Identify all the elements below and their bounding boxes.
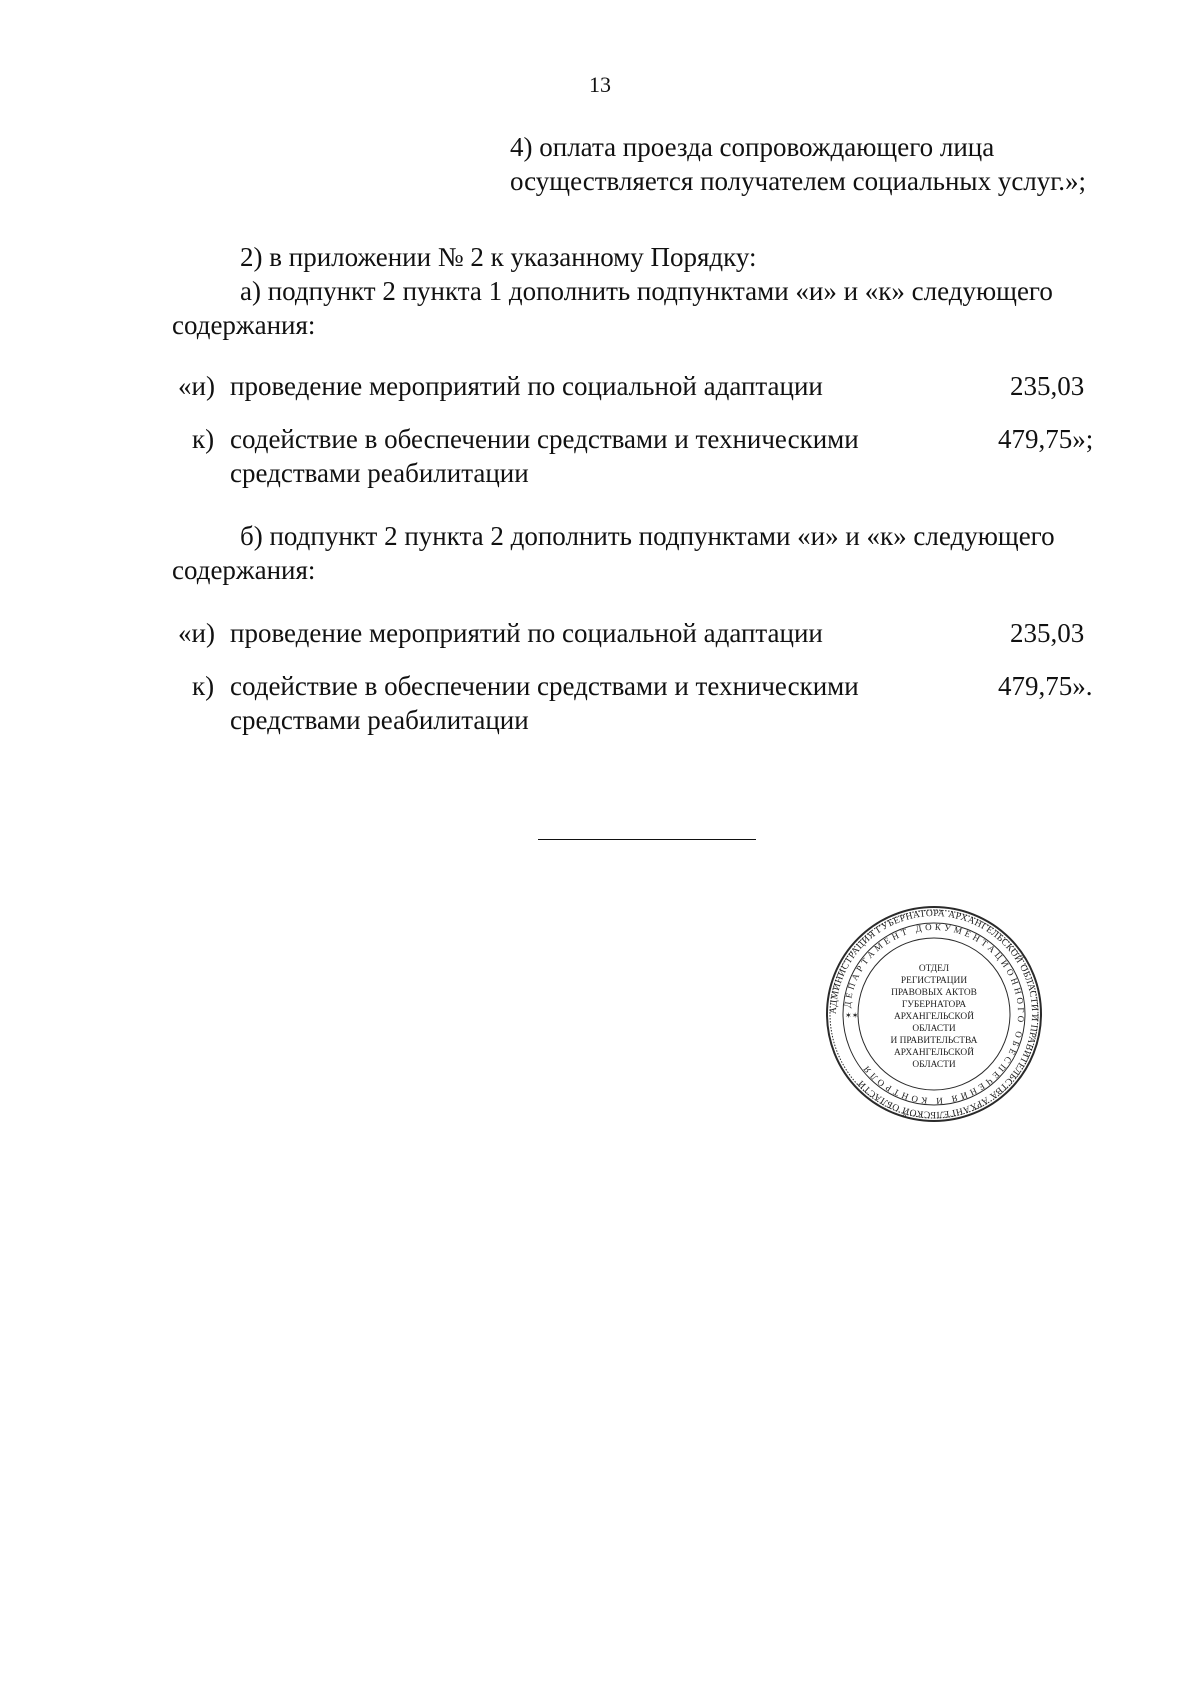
star-icon: ✶✶ [845,1011,859,1020]
stamp-center-line: АРХАНГЕЛЬСКОЙ [894,1048,974,1058]
stamp-center-line: И ПРАВИТЕЛЬСТВА [890,1036,978,1046]
row-text: проведение мероприятий по социальной адаптации [230,618,823,648]
stamp-center-line: ГУБЕРНАТОРА [901,1000,967,1010]
sub-a-intro-line1: а) подпункт 2 пункта 1 дополнить подпунктами «и» и «к» следующего [240,276,1053,306]
row-value: 235,03 [1010,371,1085,401]
row-label: «и) [178,371,215,401]
section-2-heading: 2) в приложении № 2 к указанному Порядку: [240,242,757,272]
stamp-center-text [891,964,978,1070]
row-text: содействие в обеспечении средствами и техническими средствами реабилитации [230,424,859,488]
stamp-center-line: ПРАВОВЫХ АКТОВ [891,988,977,998]
sub-b-intro-line2: содержания: [172,555,316,585]
row-value: 479,75»; [998,424,1094,454]
end-of-document-rule [538,839,756,840]
sub-b-intro-line1: б) подпункт 2 пункта 2 дополнить подпунктами «и» и «к» следующего [240,521,1055,551]
quoted-item-4-line1: 4) оплата проезда сопровождающего лица [510,132,995,162]
stamp-outer-ring-text: АДМИНИСТРАЦИЯ ГУБЕРНАТОРА АРХАНГЕЛЬСКОЙ ОБЛАСТИ И ПРАВИТЕЛЬСТВА АРХАНГЕЛЬСКОЙ ОБЛАСТИ [827,907,1041,1121]
page-number: 13 [589,72,611,97]
stamp-center-line: ОБЛАСТИ [912,1060,956,1070]
row-label: «и) [178,618,215,648]
sub-a-intro-line2: содержания: [172,310,316,340]
stamp-inner-ring-text: ДЕПАРТАМЕНТ ДОКУМЕНТАЦИОННОГО ОБЕСПЕЧЕНИЯ И КОНТРОЛЯ [842,921,1027,1107]
stamp-center-line: РЕГИСТРАЦИИ [900,976,968,986]
row-label: к) [192,424,215,454]
registration-stamp-seal [825,905,1043,1123]
row-value: 235,03 [1010,618,1085,648]
stamp-center-line: АРХАНГЕЛЬСКОЙ [894,1012,974,1022]
row-text: проведение мероприятий по социальной адаптации [230,371,823,401]
quoted-item-4-line2: осуществляется получателем социальных услуг.»; [510,166,1087,196]
stamp-center-line: ОТДЕЛ [918,964,950,974]
row-value: 479,75». [998,671,1093,701]
registration-stamp [825,905,1043,1123]
row-text: содействие в обеспечении средствами и техническими средствами реабилитации [230,671,859,735]
quoted-item-4 [510,130,1086,198]
row-label: к) [192,671,215,701]
stamp-center-line: ОБЛАСТИ [912,1024,956,1034]
